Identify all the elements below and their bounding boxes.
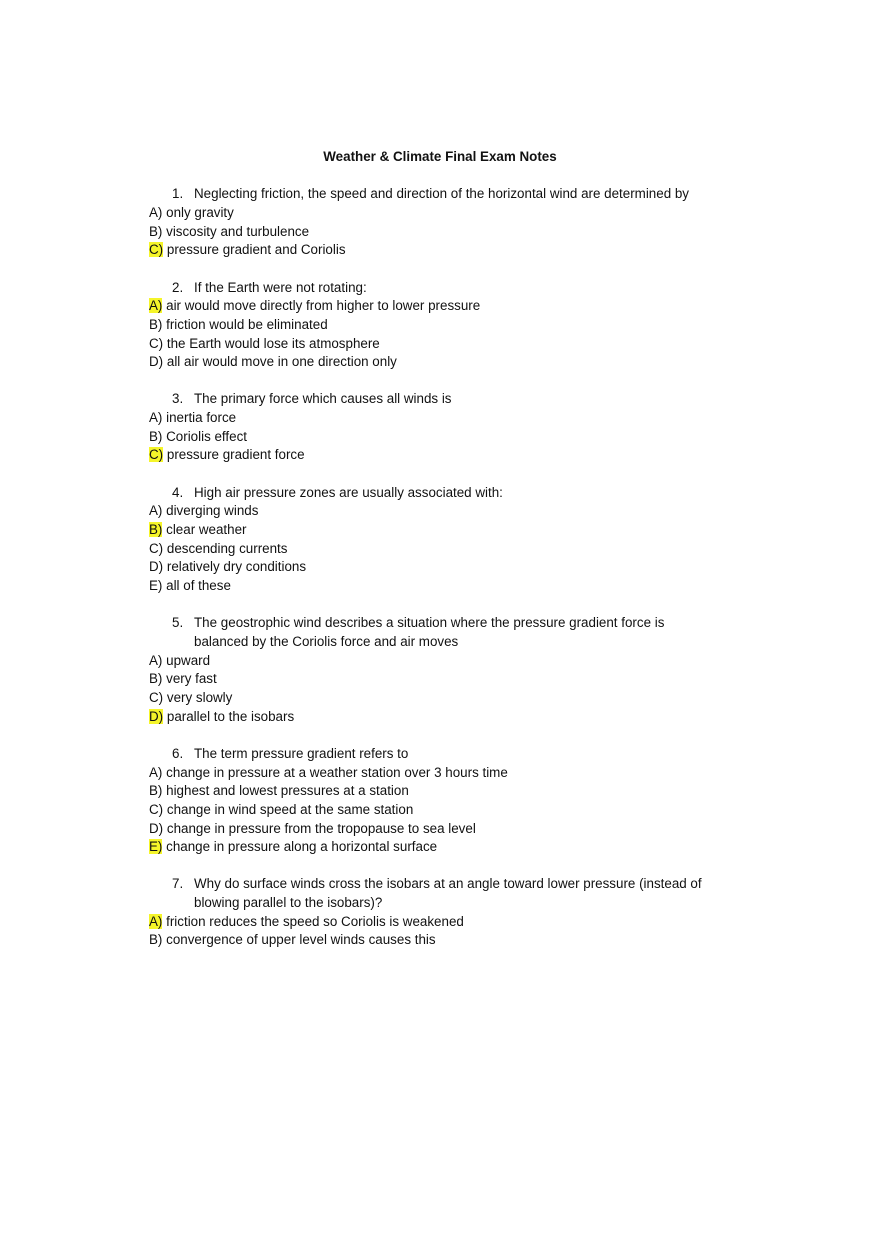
answer-label: A) [149, 503, 163, 519]
question-text: High air pressure zones are usually associated with: [194, 484, 503, 500]
answer-text: diverging winds [166, 503, 259, 519]
answer-text: friction would be eliminated [166, 316, 328, 332]
answer-text: change in wind speed at the same station [166, 801, 414, 817]
answer-text: pressure gradient force [166, 447, 305, 463]
answer-text: convergence of upper level winds causes this [166, 932, 436, 948]
answer-text: highest and lowest pressures at a station [166, 783, 409, 799]
answer-option [149, 241, 739, 260]
question-text: The primary force which causes all winds is [194, 391, 452, 407]
question-text: Neglecting friction, the speed and direction of the horizontal wind are determined by [194, 186, 690, 202]
answer-label: B) [149, 783, 163, 799]
question-stem [149, 484, 739, 503]
spacer [149, 372, 739, 391]
answer-text: descending currents [166, 540, 288, 556]
answer-option [149, 577, 739, 596]
answer-text: inertia force [166, 410, 237, 426]
answer-text: very fast [166, 671, 217, 687]
question-block [149, 875, 739, 950]
answer-option [149, 409, 739, 428]
document-title: Weather & Climate Final Exam Notes [323, 149, 557, 164]
answer-label: C) [149, 540, 164, 556]
question-number: 2. [172, 279, 184, 295]
answer-label: C) [149, 689, 164, 705]
answer-text: all air would move in one direction only [166, 354, 397, 370]
answer-option [149, 558, 739, 577]
question-stem [149, 614, 739, 651]
question-block [149, 279, 739, 372]
question-list [149, 185, 739, 950]
answer-label: A) [149, 410, 163, 426]
question-block [149, 185, 739, 260]
answer-option [149, 540, 739, 559]
answer-label: B) [149, 932, 163, 948]
answer-label: C) [149, 335, 164, 351]
answer-label: D) [149, 559, 164, 575]
answer-option [149, 223, 739, 242]
answer-text: pressure gradient and Coriolis [166, 242, 346, 258]
question-number-cell [149, 745, 194, 764]
answer-text: Coriolis effect [166, 428, 247, 444]
correct-answer-label: B) [149, 522, 163, 538]
question-number: 3. [172, 391, 184, 407]
answer-option [149, 502, 739, 521]
answer-label: B) [149, 223, 163, 239]
answer-option [149, 689, 739, 708]
answer-option [149, 428, 739, 447]
answer-label: A) [149, 764, 163, 780]
correct-answer-label: C) [149, 447, 164, 463]
spacer [149, 260, 739, 279]
question-block [149, 745, 739, 857]
question-number-cell [149, 279, 194, 298]
spacer [149, 167, 739, 186]
question-stem [149, 279, 739, 298]
answer-label: E) [149, 578, 163, 594]
question-text: Why do surface winds cross the isobars at an angle toward lower pressure (instead of blowing parallel to the isobars)? [194, 876, 702, 911]
question-number: 5. [172, 615, 184, 631]
answer-text: parallel to the isobars [166, 708, 295, 724]
answer-label: B) [149, 428, 163, 444]
document-page [149, 148, 739, 950]
answer-option [149, 297, 739, 316]
answer-option [149, 782, 739, 801]
question-block [149, 614, 739, 726]
answer-option [149, 204, 739, 223]
correct-answer-label: D) [149, 708, 164, 724]
correct-answer-label: E) [149, 839, 163, 855]
question-number-cell [149, 875, 194, 912]
answer-option [149, 820, 739, 839]
question-block [149, 484, 739, 596]
answer-option [149, 931, 739, 950]
answer-label: D) [149, 354, 164, 370]
question-stem [149, 390, 739, 409]
answer-option [149, 764, 739, 783]
answer-option [149, 708, 739, 727]
spacer [149, 726, 739, 745]
answer-option [149, 652, 739, 671]
question-number: 6. [172, 745, 184, 761]
answer-text: friction reduces the speed so Coriolis is weakened [166, 913, 464, 929]
question-number-cell [149, 614, 194, 651]
correct-answer-label: C) [149, 242, 164, 258]
answer-text: upward [166, 652, 211, 668]
answer-option [149, 670, 739, 689]
correct-answer-label: A) [149, 298, 163, 314]
answer-label: D) [149, 820, 164, 836]
question-number-cell [149, 185, 194, 204]
answer-text: all of these [166, 578, 231, 594]
answer-option [149, 838, 739, 857]
question-text: The geostrophic wind describes a situation where the pressure gradient force is balanced by the Coriolis force and air moves [194, 615, 665, 649]
answer-label: B) [149, 316, 163, 332]
answer-text: the Earth would lose its atmosphere [166, 335, 380, 351]
answer-text: viscosity and turbulence [166, 223, 310, 239]
answer-option [149, 353, 739, 372]
answer-option [149, 801, 739, 820]
answer-option [149, 316, 739, 335]
answer-text: only gravity [166, 204, 234, 220]
answer-text: change in pressure at a weather station over 3 hours time [166, 764, 508, 780]
question-number-cell [149, 484, 194, 503]
answer-text: air would move directly from higher to lower pressure [166, 298, 481, 314]
question-text: If the Earth were not rotating: [194, 279, 367, 295]
answer-text: relatively dry conditions [166, 559, 307, 575]
spacer [149, 596, 739, 615]
answer-option [149, 521, 739, 540]
question-stem [149, 185, 739, 204]
question-number: 7. [172, 876, 184, 892]
spacer [149, 465, 739, 484]
correct-answer-label: A) [149, 913, 163, 929]
answer-option [149, 335, 739, 354]
question-stem [149, 745, 739, 764]
question-number: 4. [172, 484, 184, 500]
question-block [149, 390, 739, 465]
question-stem [149, 875, 739, 912]
spacer [149, 857, 739, 876]
answer-label: C) [149, 801, 164, 817]
answer-text: change in pressure along a horizontal surface [166, 839, 438, 855]
answer-label: A) [149, 652, 163, 668]
answer-label: A) [149, 204, 163, 220]
question-text: The term pressure gradient refers to [194, 745, 409, 761]
answer-option [149, 446, 739, 465]
question-number: 1. [172, 186, 184, 202]
answer-label: B) [149, 671, 163, 687]
question-number-cell [149, 390, 194, 409]
answer-option [149, 913, 739, 932]
answer-text: very slowly [166, 689, 233, 705]
answer-text: clear weather [166, 522, 247, 538]
answer-text: change in pressure from the tropopause to sea level [166, 820, 476, 836]
